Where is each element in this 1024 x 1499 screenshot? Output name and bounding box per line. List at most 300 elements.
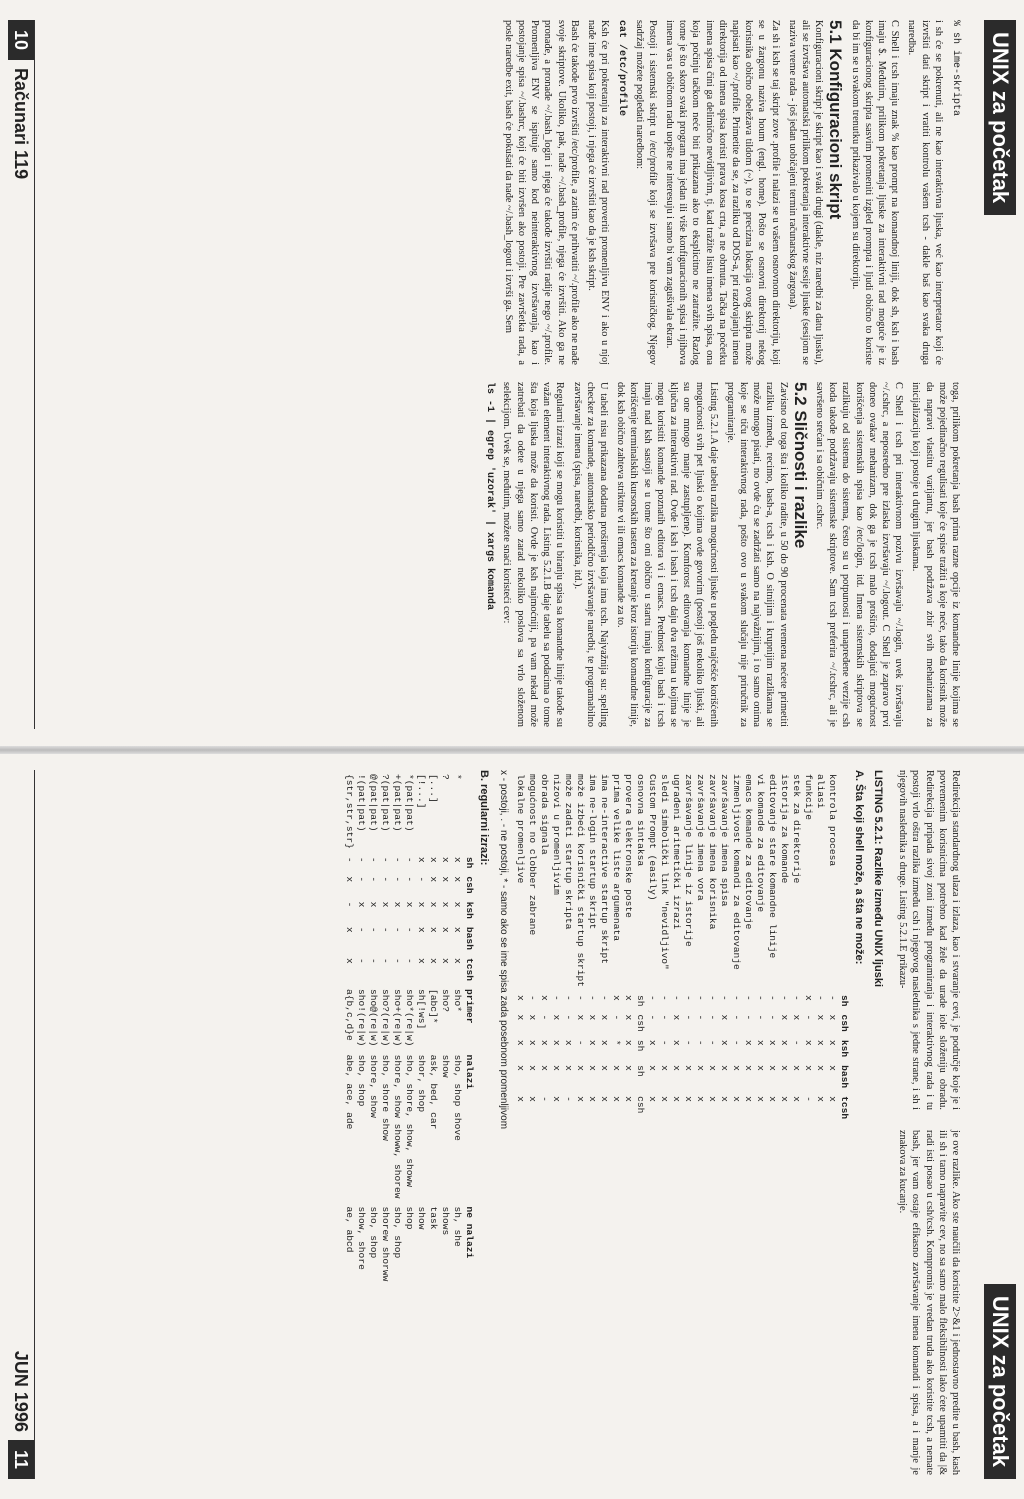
table-cell: - [550,995,562,1001]
table-cell: x [742,1039,754,1046]
table-cell: sho? [440,988,452,1013]
table-cell: sho, shore show [380,1054,392,1141]
paragraph: Konfiguracioni skript je skript kao i svaki drugi (dakle, niz naredbi za datu ljusku), ali se izvršava automatski prilikom pokretanja interaktivne sesije ljuske (sesijom se naziva vreme rada - još jedan uobičajeni termin računarskog žargona). [786,20,825,365]
table-cell: x [440,957,452,964]
table-cell: sho, shop [356,1054,368,1107]
table-cell: - [562,1096,574,1102]
table-row [415,770,427,1285]
table-cell: * [610,1039,622,1046]
table-cell: sho, shop [392,1206,404,1259]
table-cell: x [538,1065,550,1071]
table-cell: x [826,1014,838,1021]
column-header [838,770,850,991]
paragraph: Zavisno od toga šta i koliko radite, u 50 do 90 procenata vremena nećete primetiti razliku između, recimo, bash-a, tcsh i ksh. O sitnijim i krupnijim razlikama se može mnogo pisati, no ovde ću se zadržati samo na najvažnijim, i to samo onima koje se tiču interaktivnog rada, pošto ovo u svakom slučaju nije priručnik za programiranje. [724,382,789,727]
table-cell: x [586,1065,598,1071]
table-cell: x [790,1096,802,1102]
table-cell: x [514,1014,526,1021]
table-cell: prima velike liste argumenata [610,774,622,941]
table-cell: x [682,1096,694,1102]
table-cell: - [826,995,838,1001]
table-cell: x [452,876,464,883]
table-cell: a{b,c,d}e [344,988,356,1041]
table-cell: može zadati startup skripta [562,774,574,930]
table-cell: - [538,1014,550,1021]
section-title-5-2: 5.2 Sličnosti i razlike [790,382,810,549]
column-header: csh [838,1014,850,1032]
table-cell: - [706,995,718,1001]
table-cell: - [802,1096,814,1102]
table-cell: - [368,926,380,933]
table-cell: - [790,995,802,1001]
table-cell: obrada signala [538,774,550,855]
table-cell: x [718,1065,730,1071]
table-cell: x [778,1096,790,1102]
table-cell: - [392,926,404,933]
column-header: sh [464,856,476,869]
table-cell: x [622,1096,634,1102]
section-title-5-1: 5.1 Konfiguracioni skript [826,20,846,220]
table-cell: sho, shop shove [452,1054,464,1141]
table-cell: x [550,1065,562,1071]
table-row [622,770,634,1123]
table-cell: x [754,1065,766,1071]
page-number: 11 [8,1440,34,1479]
table-cell: x [802,995,814,1001]
table-cell: *(pat|pat) [404,774,416,832]
table-cell: x [670,1039,682,1046]
table-cell: editovanje stare komandne linije [766,774,778,959]
table-cell: x [526,1014,538,1021]
table-cell: - [356,957,368,964]
table-cell: shop [404,1206,416,1230]
code-line: cat /etc/profile [616,20,628,117]
table-cell: x [452,901,464,908]
table-cell: - [562,1014,574,1021]
column-header: ksh [838,1039,850,1058]
table-row [658,770,670,1123]
table-cell: x [344,926,356,933]
table-cell: shows [440,1206,452,1236]
table-cell: završavanje imena korisnika [706,774,718,930]
paragraph: je ove razlike. Ako ste naučili da koristite 2>&1 i jednostavno preditе u bash, kash ili sh i tamo napravite cev, no sa samo malo fleksibilnosti lako ćete upamtiti da |& radi isti posao u csh/tcsh. Kompromis je vredan truda ako koristite tcsh, a nemate bash, jer vam ostaje efikasno završavanje imena komandi i spisa, a i manje je znakova za kucanje. [897,1130,961,1475]
table-cell: x [730,1096,742,1102]
table-cell: kontrola procesa [826,774,838,867]
table-cell: x [802,1065,814,1071]
right-page [0,750,1024,1499]
table-cell: - [380,926,392,933]
table-cell: - [416,876,428,883]
table-cell: [!...] [416,774,428,809]
table-cell: - [646,1014,658,1021]
table-cell: x [416,926,428,933]
table-cell: - [380,876,392,883]
table-cell: - [356,856,368,863]
listing-title: LISTING 5.2.1: Razlike između UNIX ljuski [872,770,884,988]
left-header-title: UNIX za početak [984,20,1016,215]
table-cell: - [658,1039,670,1046]
issue-date: JUN 1996 [11,1350,31,1432]
paragraph: Listing 5.2.1.A daje tabelu razlika mogućnosti ljuske u pogledu najčešće korišćenih mogućnosti svih pet ljuski o kojima ovde govorim (postoji još nekoliko ljuski, ali su one mnogo manje zastupljene). Komforost editovanja komandne linije je ključna za interaktivni rad. Ovde i ksh i bash i tcsh daju dva režima u kojima se mogu koristiti komande poznatih editora vi i emacs. Prednost koju bash i tcsh imaju nad ksh sastoji se u tome što oni obično u startu imaju konfiguracije za korišćenje terminalskih kursorskih tastera za kretanje kroz istoriju komandne linije, dok ksh obično zahteva striktne vi ili emacs komande za to. [615,382,719,727]
table-cell: - [718,995,730,1001]
table-row [439,770,451,1285]
table-cell: x [730,1065,742,1071]
table-cell: x [428,876,440,883]
table-row [778,770,790,1123]
table-cell: stek za direktorije [790,774,802,884]
table-cell: istorija za komande [778,774,790,884]
table-row [814,770,826,1123]
table-cell: - [380,856,392,863]
table-cell: ima ne-interactive startup skript [598,774,610,964]
table-cell: show, shore [356,1206,368,1270]
footer-rule [34,20,35,729]
table-cell: x [610,995,622,1001]
table-cell: x [814,1096,826,1102]
table-cell: - [646,995,658,1001]
table-cell: ?(pat|pat) [380,774,392,832]
table-row [379,770,391,1285]
table-cell: - [790,1039,802,1046]
table-cell: sh, she [452,1206,464,1247]
table-cell: x [778,1065,790,1071]
right-header [976,750,1024,1499]
table-cell: x [514,1096,526,1102]
table-cell: shorew shorww [380,1206,392,1282]
table-cell: x [658,1065,670,1071]
table-cell: sho+(re|w) [392,988,404,1047]
table-cell: - [670,995,682,1001]
table-cell: x [610,1096,622,1102]
table-cell: sh [634,995,646,1007]
table-cell: - [730,995,742,1001]
table-row [766,770,778,1123]
table-cell: shor, shop [416,1054,428,1113]
table-cell: - [682,995,694,1001]
table-cell: - [526,995,538,1001]
table-cell: x [586,1039,598,1046]
table-cell: x [550,1014,562,1021]
table-cell: - [730,1039,742,1046]
table-cell: x [428,856,440,863]
table-cell: x [514,995,526,1001]
column-header: bash [464,926,476,950]
table-cell: x [428,957,440,964]
table-cell: x [802,1039,814,1046]
table-cell: x [718,1014,730,1021]
table-row [586,770,598,1123]
table-cell: x [754,1096,766,1102]
table-cell: - [766,995,778,1001]
table-cell: task [428,1206,440,1230]
table-cell: - [404,957,416,964]
table-cell: x [646,1096,658,1102]
table-cell: sh [634,1039,646,1052]
table-cell: ask, bed, car [428,1054,440,1130]
table-cell: x [826,1065,838,1071]
table-cell: x [368,901,380,908]
right-intro-left [892,770,962,1110]
table-row [367,770,379,1285]
table-cell: - [574,1039,586,1046]
table-cell: - [706,1014,718,1021]
column-header: primer [464,988,476,1024]
table-cell: - [694,995,706,1001]
table-cell: x [646,1065,658,1071]
table-cell: x [452,957,464,964]
paragraph: toga, prilikom pokretanja bash prima razne opcije iz komandne linije kojima se može pojedinačno regulisati koje će spise tražiti a koje neće, tako da korisnik može da napravi vlastitu varijantu, jer bash podržava zbir svih mehanizama za inicijalizaciju koji postoje u drugim ljuskama. [910,382,961,727]
table-cell: x [622,1065,634,1071]
table-cell: x [742,1065,754,1071]
table-cell: x [622,1014,634,1021]
column-header: sh [838,995,850,1007]
table-cell: aliasi [814,774,826,809]
footer-rule [34,770,35,1479]
table-row [526,770,538,1123]
paragraph: U tabeli nisu prikazana dodatna proširenja koja ima tcsh. Najvažnija su: spelling checker za komande, automatsko periodično izvršavanje naredbi, te programabilno završavanje imena (spisa, naredbi, korisnika, itd.). [571,382,609,727]
table-cell: x [670,1065,682,1071]
table-cell: x [670,1096,682,1102]
table-cell: x [766,1039,778,1046]
table-row [355,770,367,1285]
table-cell: x [754,1039,766,1046]
paragraph: Bash će takođe prvo izvršiti /etc/profile, a zatim će prihvatiti ~/.profile ako ne nađe svoje skriptove. Ukoliko, pak, nađe ~/.bash_profile, njega će izvršiti. Ako ga ne pronađe, a pronađe ~/.bash_login i njega će takođe izvršiti radije nego ~/.profile. Promenljiva ENV se ispituje samo kod neinteraktivnog izvršavanja, kao i postojanje spisa ~/.bashrc, koji će biti izvršen ako postoji. Pre završetka rada, a posle naredbe exit, bash će pokušati da nađe ~/.bash_logout i izvrši ga. Sem [502,20,580,365]
right-header-title: UNIX za početak [984,1284,1016,1479]
table-a-note: x - postoji, . - ne postoji, * - samo ako se ime spisa zada posebnom promenljivom [497,770,509,1130]
table-cell: sho, shore, show, showw [404,1054,416,1187]
table-cell: lokalne promenljive [514,774,526,884]
table-cell: x [706,1065,718,1071]
table-cell: x [562,1039,574,1046]
table-cell: show [416,1206,428,1230]
table-cell: - [778,995,790,1001]
table-cell: x [562,1065,574,1071]
table-cell: može izbeći korisnički startup skript [574,774,586,988]
left-page [0,0,1024,749]
table-cell: x [598,1014,610,1021]
paragraph: Postoji i sistemski skript u /etc/profile koji se izvršava pre korisničkog. Njegov sadržaj možete pogledati naredbom: [633,20,658,365]
left-footer [8,20,34,187]
table-cell: x [514,1039,526,1046]
right-footer [8,1343,34,1479]
table-cell: x [416,901,428,908]
table-row [718,770,730,1123]
table-cell: sh [634,1065,646,1077]
table-cell: x [646,1039,658,1046]
table-row [562,770,574,1123]
table-cell: x [574,1014,586,1021]
table-cell: x [440,926,452,933]
table-cell: ? [440,774,452,780]
table-cell: x [610,1065,622,1071]
table-row [682,770,694,1123]
table-cell: - [658,1014,670,1021]
table-cell: - [344,901,356,908]
table-row [550,770,562,1123]
table-cell: csh [634,1014,646,1032]
table-row [634,770,646,1123]
table-cell: sho?(re|w) [380,988,392,1047]
table-cell: x [598,1039,610,1046]
table-cell: x [718,1039,730,1046]
table-cell: x [814,1014,826,1021]
table-cell: x [718,1096,730,1102]
table-row [514,770,526,1123]
table-cell: emacs komande za editovanje [742,774,754,930]
table-cell: csh [634,1096,646,1114]
table-cell: x [826,1039,838,1046]
table-row [742,770,754,1123]
table-cell: ima ne-login startup skript [586,774,598,930]
table-cell: završavanje linije iz istorije [682,774,694,947]
table-cell: - [658,995,670,1001]
table-cell: {str,str,str} [344,774,356,849]
table-cell: x [416,856,428,863]
table-cell: x [586,1014,598,1021]
table-cell: - [754,995,766,1001]
table-cell: - [404,926,416,933]
table-cell: shore, show [368,1054,380,1118]
table-row [754,770,766,1123]
table-cell: x [778,1014,790,1021]
table-cell: x [440,856,452,863]
listing-5-2-1 [343,770,890,1475]
table-cell: sho!(re|w) [356,988,368,1047]
table-cell: x [440,876,452,883]
right-intro-right [892,1130,962,1475]
table-cell: - [586,995,598,1001]
table-row [610,770,622,1123]
column-header: bash [838,1065,850,1089]
table-cell: - [538,1096,550,1102]
table-cell: sho, shop [368,1206,380,1259]
column-header: nalazi [464,1054,476,1090]
table-row [343,770,355,1285]
table-cell: sho*(re|w) [404,988,416,1047]
left-column-1 [498,20,963,365]
table-cell: show [440,1054,452,1078]
table-cell: x [428,901,440,908]
table-cell: osnovna sintaksa [634,774,646,867]
paragraph: Redirekcija standardnog ulaza i izlaza, kao i stvaranje cevi, je područje koje je i povremenim korisnicima potrebno kad žele da urade iole složeniju obradu. Redirekcija pripada sivoj zoni između programiranja i interaktivnog rada i tu postoji vrlo oštra razlika između csh i njegovog naslednika s jedne strane, i sh i njegovih naslednika s druge. Listing 5.2.1.E prikazu- [897,770,961,1110]
table-cell: - [368,957,380,964]
table-row [730,770,742,1123]
table-cell: +(pat|pat) [392,774,404,832]
table-row [694,770,706,1123]
table-cell: x [682,1065,694,1071]
table-cell: abe, ace, ade [344,1054,356,1130]
code-line: % sh ime-skripta [950,20,961,117]
table-cell: - [344,856,356,863]
table-row [403,770,415,1285]
table-cell: provera elektronske poste [622,774,634,918]
table-cell: x [380,901,392,908]
table-cell: x [766,1096,778,1102]
column-header: tcsh [838,1096,850,1120]
table-cell: - [574,995,586,1001]
table-cell: x [694,1096,706,1102]
table-row [574,770,586,1123]
left-header [976,0,1024,749]
table-cell: - [754,1014,766,1021]
table-cell: @(pat|pat) [368,774,380,832]
table-row [826,770,838,1123]
table-header-row [463,770,475,1285]
paragraph: Za sh i ksh se taj skript zove .profile i nalazi se u vašem osnovnom direktoriju, koji se u žargonu naziva houm (engl. home). Pošto se osnovni direktorij nekog korisnika obično obeležava tildom (~), to se precizna lokacija ovog skripta može napisati kao ~/.profile. Primetite da se, za razliku od DOS-a, pri razdvajanju imena direktorija od imena spisa koristi prava kosa crta, a ne obrnuta. Tačka na početku imena spisa čini ga delimično nevidljivim, tj. kad tražite listu imena svih spisa, ona koja počinju tačkom neće biti prikazana ako to eksplicitno ne zatražite. Razlog tome je što skoro svaki program ima jedan ili više konfiguracionih spisa i njihova imena vas u običnom radu uopšte ne interesuju i samo bi vam zagušivala ekran. [663,20,781,365]
table-cell: x [826,1096,838,1102]
shell-features-table [514,770,850,1123]
table-cell: x [814,1039,826,1046]
column-header: ksh [464,901,476,919]
table-cell: - [392,876,404,883]
table-cell: ugrađeni aritmetički izrazi [670,774,682,930]
table-cell: shore, show showw, shorew [392,1054,404,1199]
table-cell: izmenljivost komandi za editovanje [730,774,742,970]
table-cell: - [814,995,826,1001]
table-cell: x [356,901,368,908]
table-cell: sh[!ws] [416,988,428,1030]
table-cell: - [598,995,610,1001]
table-cell: x [598,1065,610,1071]
code-line: ls -1 | egrep 'uzorak' | xargs komanda [484,382,496,611]
table-cell: - [802,1014,814,1021]
table-cell: x [706,1096,718,1102]
table-cell: x [574,1065,586,1071]
table-cell: * [452,774,464,780]
table-cell: [...] [428,774,440,803]
table-cell: završavanje imena vora [694,774,706,901]
table-cell: - [766,1014,778,1021]
table-cell: - [562,995,574,1001]
table-cell: x [538,1039,550,1046]
table-row [646,770,658,1123]
table-cell: završavanje imena spisa [718,774,730,907]
table-cell: - [706,1039,718,1046]
table-cell: - [682,1039,694,1046]
table-cell: - [742,995,754,1001]
table-cell: - [356,926,368,933]
table-cell: x [622,1039,634,1046]
column-header: csh [464,876,476,894]
table-row [790,770,802,1123]
table-row [802,770,814,1123]
table-cell: x [742,1096,754,1102]
table-cell: x [416,957,428,964]
table-cell: - [682,1014,694,1021]
table-cell: - [742,1014,754,1021]
table-cell: x [404,901,416,908]
table-cell: - [694,1039,706,1046]
table-row [391,770,403,1285]
table-cell: [abc]* [428,988,440,1024]
table-row [706,770,718,1123]
regex-table [343,770,475,1285]
table-cell: x [440,901,452,908]
table-cell: x [452,926,464,933]
table-header-row [838,770,850,1123]
table-cell: x [790,1065,802,1071]
table-cell: ae, abcd [344,1206,356,1253]
left-column-2 [479,382,962,727]
paragraph: Regularni izrazi koji se mogu koristiti u biranju spisa sa komandne linije takođe su važan element interaktivnog rada. Listing 5.2.1.B daje tabelu sa podacima o tome šta koja ljuska može da koristi. Ovde je ksh najmoćniji, pa vam nekad može zatrebati da odete u njega samo zarad nekoliko poslova sa vrlo složenom selekcijom. Uvek se, međutim, možete snaći koristeći cev: [501,382,566,727]
table-cell: x [574,1096,586,1102]
table-cell: sho@(re|w) [368,988,380,1047]
table-cell: x [526,1065,538,1071]
table-cell: sledi simbolički link "nevidljivo" [658,774,670,970]
table-cell: x [670,1014,682,1021]
paragraph: i sh će se pokrenuti, ali ne kao interaktivna ljuska, već kao interpretator koji će izvršiti dati skript i vratiti kontrolu vašem tcsh - dakle baš kao svaka druga naredba. [906,20,944,365]
table-cell: mogućnost no clobber zabrane [526,774,538,936]
table-cell: - [610,1014,622,1021]
